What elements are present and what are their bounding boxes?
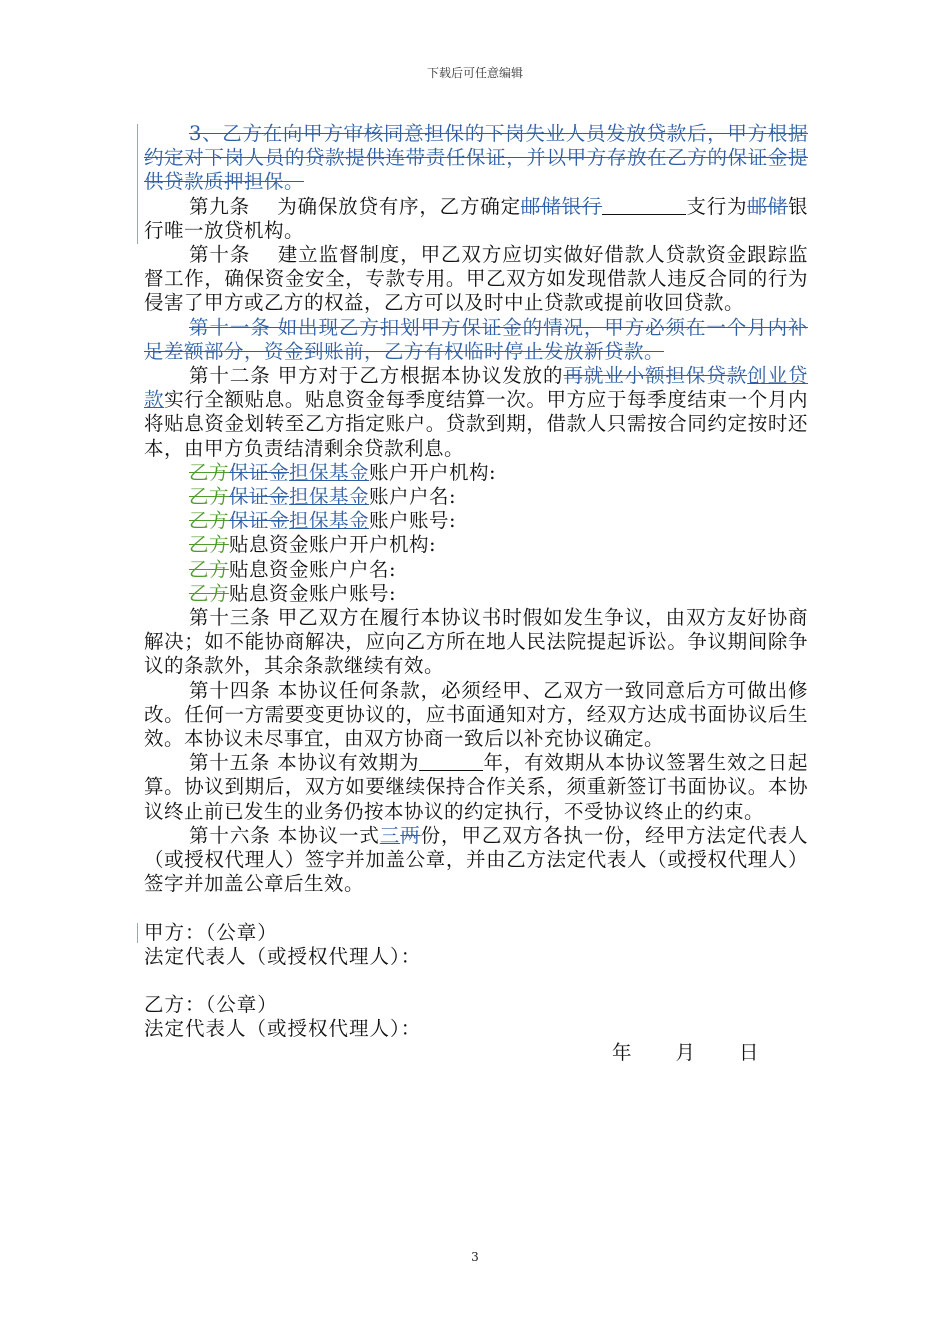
fill-blank (602, 196, 686, 215)
account-line (144, 509, 808, 533)
article-15-text: 年，有效期从本协议签署生效之日起算。协议到期后，双方如要继续保持合作关系，须重新签订书面协议。本协议终止前已发生的业务仍按本协议的约定执行，不受协议终止的约束。 (144, 751, 808, 823)
article-10: 第十条 建立监督制度，甲乙双方应切实做好借款人贷款资金跟踪监督工作，确保资金安全，专款专用。甲乙双方如发现借款人违反合同的行为侵害了甲方或乙方的权益，乙方可以及时中止贷款或提前收回贷款。 (144, 243, 808, 315)
deleted-text: 保证金 (229, 509, 290, 533)
article-14: 第十四条 本协议任何条款，必须经甲、乙双方一致同意后方可做出修改。任何一方需要变更协议的，应书面通知对方，经双方达成书面协议后生效。本协议未尽事宜，由双方协商一致后以补充协议确定。 (144, 678, 808, 751)
change-bar (137, 124, 138, 244)
deleted-party: 乙方 (189, 485, 230, 509)
article-9-text: 银行唯一放贷机构。 (144, 194, 808, 242)
article-15-text: 第十五条 本协议有效期为 (189, 751, 420, 775)
fill-blank (419, 752, 483, 771)
article-11 (144, 316, 808, 364)
inserted-text: 担保基金 (289, 485, 370, 509)
article-15 (144, 751, 808, 824)
account-line (144, 533, 808, 557)
deleted-text: 再就业小额担保贷款 (563, 364, 748, 388)
page-header: 下载后可任意编辑 (426, 66, 523, 80)
clause-3 (144, 122, 808, 195)
page-number: 3 (471, 1250, 479, 1264)
deleted-party: 乙方 (189, 533, 230, 557)
article-12-text: 实行全额贴息。贴息资金每季度结算一次。甲方应于每季度结束一个月内将贴息资金划转至乙方指定账户。贷款到期，借款人只需按合同约定按时还本，由甲方负责结清剩余贷款利息。 (144, 388, 808, 460)
deleted-party: 乙方 (189, 557, 230, 581)
deleted-party: 乙方 (189, 581, 230, 605)
signing-date (144, 1041, 808, 1065)
article-13: 第十三条 甲乙双方在履行本协议书时假如发生争议，由双方友好协商解决；如不能协商解决，应向乙方所在地人民法院提起诉讼。争议期间除争议的条款外，其余条款继续有效。 (144, 606, 808, 678)
account-label: 贴息资金账户开户机构: (229, 533, 437, 557)
article-16-text: 第十六条 本协议一式 (189, 823, 380, 847)
deleted-text: 3、乙方在向甲方审核同意担保的下岗失业人员发放贷款后，甲方根据约定对下岗人员的贷款提供连带责任保证，并以甲方存放在乙方的保证金提供贷款质押担保。 (144, 122, 808, 194)
account-line (144, 558, 808, 582)
account-label: 账户账号: (369, 509, 457, 533)
date-month: 月 (675, 1041, 696, 1065)
deleted-text: 邮储 (747, 194, 788, 218)
document-body (144, 122, 808, 1066)
deleted-text: 第十一条 如出现乙方扣划甲方保证金的情况，甲方必须在一个月内补足差额部分，资金到账前，乙方有权临时停止发放新贷款。 (144, 315, 808, 363)
change-bar (137, 923, 138, 943)
party-b-representative: 法定代表人（或授权代理人）： (144, 1017, 422, 1041)
deleted-text: 保证金 (229, 460, 290, 484)
date-day: 日 (739, 1041, 759, 1065)
article-9-text: 第九条 为确保放贷有序，乙方确定 (189, 194, 521, 218)
inserted-text: 三 (379, 823, 401, 847)
deleted-party: 乙方 (189, 509, 230, 533)
spacer (144, 897, 808, 921)
article-16-text: 份，甲乙双方各执一份，经甲方法定代表人（或授权代理人）签字并加盖公章，并由乙方法定代表人（或授权代理人）签字并加盖公章后生效。 (144, 823, 808, 896)
account-line (144, 582, 808, 606)
article-16 (144, 824, 808, 897)
account-label: 账户开户机构: (369, 460, 497, 484)
inserted-text: 担保基金 (289, 509, 370, 533)
deleted-text: 保证金 (229, 485, 290, 509)
account-line (144, 485, 808, 509)
party-a-representative: 法定代表人（或授权代理人）： (144, 944, 422, 968)
deleted-text: 邮储银行 (520, 194, 603, 218)
deleted-text: 两 (400, 823, 421, 847)
article-12 (144, 364, 808, 461)
party-b-seal: 乙方：（公章） (144, 992, 278, 1016)
account-line (144, 461, 808, 485)
party-a-seal: 甲方：（公章） (144, 920, 278, 944)
inserted-text: 担保基金 (289, 460, 370, 484)
account-label: 贴息资金账户户名: (229, 557, 397, 581)
deleted-party: 乙方 (189, 460, 230, 484)
date-year: 年 (612, 1041, 632, 1065)
article-12-text: 第十二条 甲方对于乙方根据本协议发放的 (189, 364, 564, 388)
article-9 (144, 195, 808, 243)
inserted-text: 创业贷款 (144, 364, 808, 412)
spacer (144, 969, 808, 993)
article-9-text: 支行为 (686, 194, 748, 218)
account-label: 账户户名: (369, 485, 457, 509)
account-label: 贴息资金账户账号: (229, 581, 397, 605)
